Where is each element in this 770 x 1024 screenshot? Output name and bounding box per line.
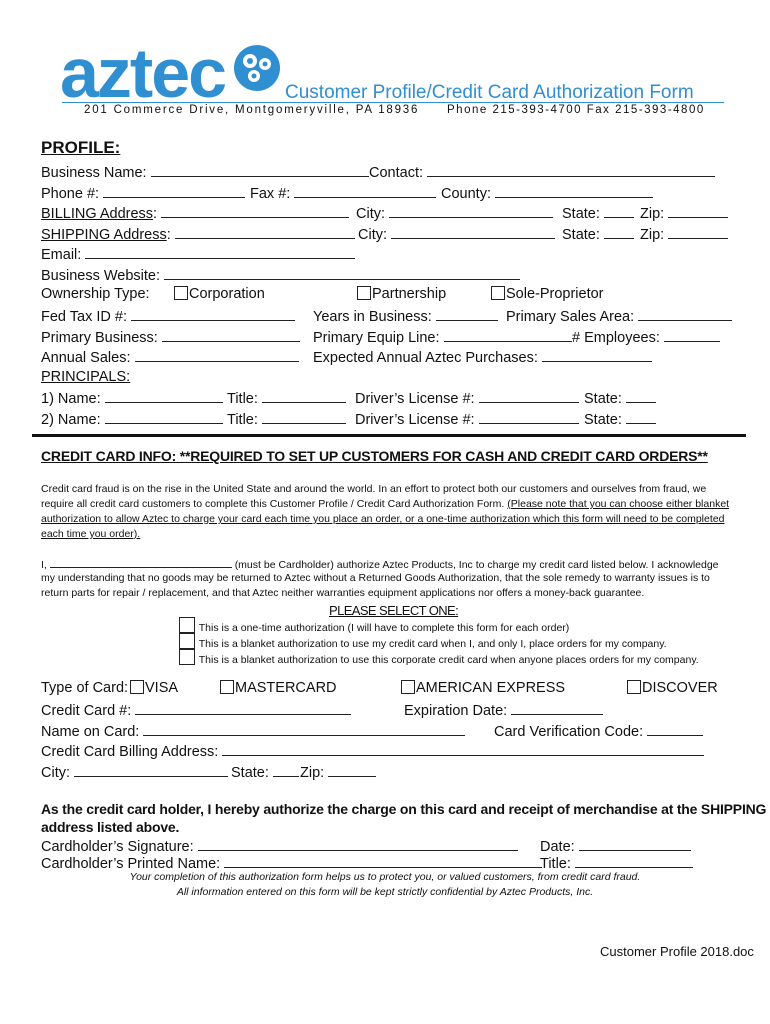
document-filename: Customer Profile 2018.doc [600,944,754,959]
header-rule [62,102,724,103]
primary-business-label: Primary Business: [41,330,158,346]
employees-label: # Employees: [572,330,660,346]
blanket-me-checkbox[interactable] [179,633,195,649]
card-state-label: State: [231,765,269,781]
card-billing-address-field[interactable] [222,741,704,756]
contact-label: Contact: [369,165,423,181]
county-row [441,183,653,203]
card-billing-address-label: Credit Card Billing Address: [41,744,219,760]
corporation-checkbox[interactable] [174,286,188,300]
partnership-label: Partnership [372,286,447,302]
primary-sales-field[interactable] [638,306,732,321]
employees-row [572,327,720,347]
title-label: Title: [540,856,571,872]
billing-zip-field[interactable] [668,203,728,218]
principal1-name-row [41,388,223,408]
primary-sales-row [506,306,732,326]
profile-heading: PROFILE: [41,138,121,157]
sole-proprietor-label: Sole-Proprietor [506,286,604,302]
partnership-checkbox[interactable] [357,286,371,300]
principal2-name-label: 2) Name: [41,412,101,428]
shipping-address-label: SHIPPING Address [41,227,167,243]
principal1-name-field[interactable] [105,388,223,403]
blanket-anyone-checkbox[interactable] [179,649,195,665]
billing-zip-row [640,203,728,223]
shipping-state-row [562,224,634,244]
phone-row [41,183,245,203]
website-row [41,265,520,285]
card-city-row [41,762,228,782]
one-time-label: This is a one-time authorization (I will have to complete this form for each order) [198,622,570,634]
email-row [41,244,355,264]
years-field[interactable] [436,306,498,321]
cardholder-name-field[interactable] [50,556,232,568]
principal2-title-label: Title: [227,412,258,428]
one-time-checkbox[interactable] [179,617,195,633]
primary-business-field[interactable] [162,327,300,342]
fraud-para-line2b: (Please note that you can choose either blanket [507,498,730,510]
shipping-state-label: State: [562,227,600,243]
annual-sales-row [41,347,299,367]
title-field[interactable] [575,853,693,868]
principal1-title-label: Title: [227,391,258,407]
expected-purchases-row [313,347,652,367]
authorization-statement-line2: address listed above. [41,819,180,835]
shipping-zip-row [640,224,728,244]
principal2-name-field[interactable] [105,409,223,424]
principal2-name-row [41,409,223,429]
visa-checkbox[interactable] [130,680,144,694]
primary-business-row [41,327,300,347]
gears-icon [232,43,282,93]
shipping-city-label: City: [358,227,387,243]
county-field[interactable] [495,183,653,198]
shipping-address-row [41,224,355,244]
credit-heading: CREDIT CARD INFO: **REQUIRED TO SET UP CUSTOMERS FOR CASH AND CREDIT CARD ORDERS** [41,448,708,464]
authorization-statement [41,800,766,836]
date-label: Date: [540,839,575,855]
discover-label: DISCOVER [642,680,718,696]
company-address: 201 Commerce Drive, Montgomeryville, PA 18936 [84,104,420,116]
principal1-license-field[interactable] [479,388,579,403]
form-title: Customer Profile/Credit Card Authorization Form [285,82,694,103]
amex-label: AMERICAN EXPRESS [416,680,566,696]
billing-address-row [41,203,349,223]
billing-city-label: City: [356,206,385,222]
date-field[interactable] [579,836,691,851]
phone-field[interactable] [103,183,245,198]
card-amex-option[interactable] [401,679,565,697]
please-select-one: PLEASE SELECT ONE: [329,603,459,618]
shipping-city-field[interactable] [391,224,555,239]
name-on-card-field[interactable] [143,721,465,736]
fax-field[interactable] [294,183,436,198]
section-divider [32,434,746,437]
footer-note-line1: Your completion of this authorization form helps us to protect you, or valued customers, from credit card fraud. [129,871,641,883]
ownership-corporation-option[interactable] [174,285,265,303]
primary-equip-field[interactable] [444,327,572,342]
auth-option-blanket-anyone[interactable] [179,649,699,668]
authorize-text: (must be Cardholder) authorize Aztec Products, Inc to charge my credit card listed below. I acknowledge [234,559,719,571]
authorize-para-line2: my understanding that no goods may be returned to Aztec without a Returned Goods Authorization, that the sole remedy to warranty issues is to [41,572,710,584]
cvc-label: Card Verification Code: [494,724,644,740]
mastercard-label: MASTERCARD [235,680,337,696]
primary-equip-label: Primary Equip Line: [313,330,440,346]
years-row [313,306,498,326]
name-on-card-label: Name on Card: [41,724,140,740]
signature-field[interactable] [198,836,518,851]
ownership-partnership-option[interactable] [357,285,446,303]
card-mastercard-option[interactable] [220,679,337,697]
colon: : [166,227,171,243]
cvc-row [494,721,703,741]
contact-field[interactable] [427,162,715,177]
printed-name-label: Cardholder’s Printed Name: [41,856,221,872]
principal2-state-row [584,409,656,429]
primary-sales-label: Primary Sales Area: [506,309,635,325]
principal2-title-field[interactable] [262,409,346,424]
billing-address-field[interactable] [161,203,349,218]
email-label: Email: [41,247,82,263]
principal2-state-field[interactable] [626,409,656,424]
discover-checkbox[interactable] [627,680,641,694]
principal2-license-label: Driver’s License #: [355,412,475,428]
phone-label: Phone #: [41,186,100,202]
contact-row [369,162,715,182]
county-label: County: [441,186,491,202]
annual-sales-field[interactable] [135,347,299,362]
card-visa-option[interactable] [130,679,178,697]
card-city-field[interactable] [74,762,228,777]
billing-zip-label: Zip: [640,206,665,222]
fed-tax-field[interactable] [131,306,295,321]
principals-heading: PRINCIPALS: [41,369,131,385]
shipping-address-field[interactable] [175,224,355,239]
fed-tax-row [41,306,295,326]
principal1-license-label: Driver’s License #: [355,391,475,407]
ownership-type-label: Ownership Type: [41,286,150,302]
card-zip-row [300,762,376,782]
employees-field[interactable] [664,327,720,342]
primary-equip-row [313,327,572,347]
billing-city-field[interactable] [389,203,553,218]
fraud-para-line1: Credit card fraud is on the rise in the United State and around the world. In an effort to protect both our customers and ourselves from fraud, we [41,483,707,495]
mastercard-checkbox[interactable] [220,680,234,694]
email-field[interactable] [85,244,355,259]
card-number-row [41,700,351,720]
fraud-para-line2a: require all credit card customers to complete this Customer Profile / Credit Card Authorization Form. [41,498,505,510]
company-phone-fax: Phone 215-393-4700 Fax 215-393-4800 [447,104,705,116]
principal1-state-row [584,388,656,408]
fraud-para-line2 [41,497,729,512]
corporation-label: Corporation [189,286,265,302]
principal2-license-row [355,409,579,429]
business-name-label: Business Name: [41,165,147,181]
footer-note-line2: All information entered on this form will be kept strictly confidential by Aztec Products, Inc. [176,886,594,898]
billing-address-label: BILLING Address [41,206,154,222]
logo-text: aztec [60,34,226,112]
principal1-name-label: 1) Name: [41,391,101,407]
annual-sales-label: Annual Sales: [41,350,131,366]
principal2-state-label: State: [584,412,622,428]
expected-purchases-field[interactable] [542,347,652,362]
principal1-title-row [227,388,346,408]
colon: : [153,206,158,222]
printed-name-field[interactable] [224,853,542,868]
card-discover-option[interactable] [627,679,718,697]
years-label: Years in Business: [313,309,432,325]
authorize-i: I, [41,559,47,571]
principal1-state-label: State: [584,391,622,407]
ownership-sole-option[interactable] [491,285,604,303]
expected-purchases-label: Expected Annual Aztec Purchases: [313,350,538,366]
visa-label: VISA [145,680,179,696]
principal2-title-row [227,409,346,429]
footer-note [0,870,770,900]
principal2-license-field[interactable] [479,409,579,424]
billing-state-field[interactable] [604,203,634,218]
fed-tax-label: Fed Tax ID #: [41,309,127,325]
fax-row [250,183,436,203]
principal1-state-field[interactable] [626,388,656,403]
amex-checkbox[interactable] [401,680,415,694]
card-zip-field[interactable] [328,762,376,777]
card-state-field[interactable] [273,762,299,777]
shipping-state-field[interactable] [604,224,634,239]
principal1-license-row [355,388,579,408]
billing-state-label: State: [562,206,600,222]
billing-city-row [356,203,553,223]
sole-proprietor-checkbox[interactable] [491,286,505,300]
aztec-logo [60,34,226,112]
card-number-label: Credit Card #: [41,703,132,719]
card-state-row [231,762,299,782]
website-label: Business Website: [41,268,161,284]
authorization-statement-line1: As the credit card holder, I hereby authorize the charge on this card and receipt of merchandise at the SHIPPING [41,801,767,817]
card-zip-label: Zip: [300,765,325,781]
authorize-para-line3: return parts for repair / replacement, and that Aztec neither warranties equipment applications nor offers a money-back guarantee. [41,587,645,599]
fraud-para-line3: authorization to allow Aztec to charge your card each time you place an order, or a one-time authorization which this form will need to be completed [41,513,725,525]
cvc-field[interactable] [647,721,703,736]
card-billing-address-row [41,741,704,761]
shipping-city-row [358,224,555,244]
principal1-title-field[interactable] [262,388,346,403]
name-on-card-row [41,721,465,741]
card-city-label: City: [41,765,70,781]
signature-label: Cardholder’s Signature: [41,839,194,855]
expiration-field[interactable] [511,700,603,715]
card-number-field[interactable] [135,700,351,715]
type-of-card-label: Type of Card: [41,680,129,696]
business-name-row [41,162,369,182]
shipping-zip-field[interactable] [668,224,728,239]
billing-state-row [562,203,634,223]
expiration-label: Expiration Date: [404,703,508,719]
fraud-para-line4: each time you order). [41,528,141,540]
business-name-field[interactable] [151,162,369,177]
blanket-me-label: This is a blanket authorization to use my credit card when I, and only I, place orders for my company. [198,638,667,650]
fax-label: Fax #: [250,186,291,202]
shipping-zip-label: Zip: [640,227,665,243]
expiration-row [404,700,603,720]
blanket-anyone-label: This is a blanket authorization to use this corporate credit card when anyone places orders for my company. [198,654,699,666]
website-field[interactable] [164,265,520,280]
